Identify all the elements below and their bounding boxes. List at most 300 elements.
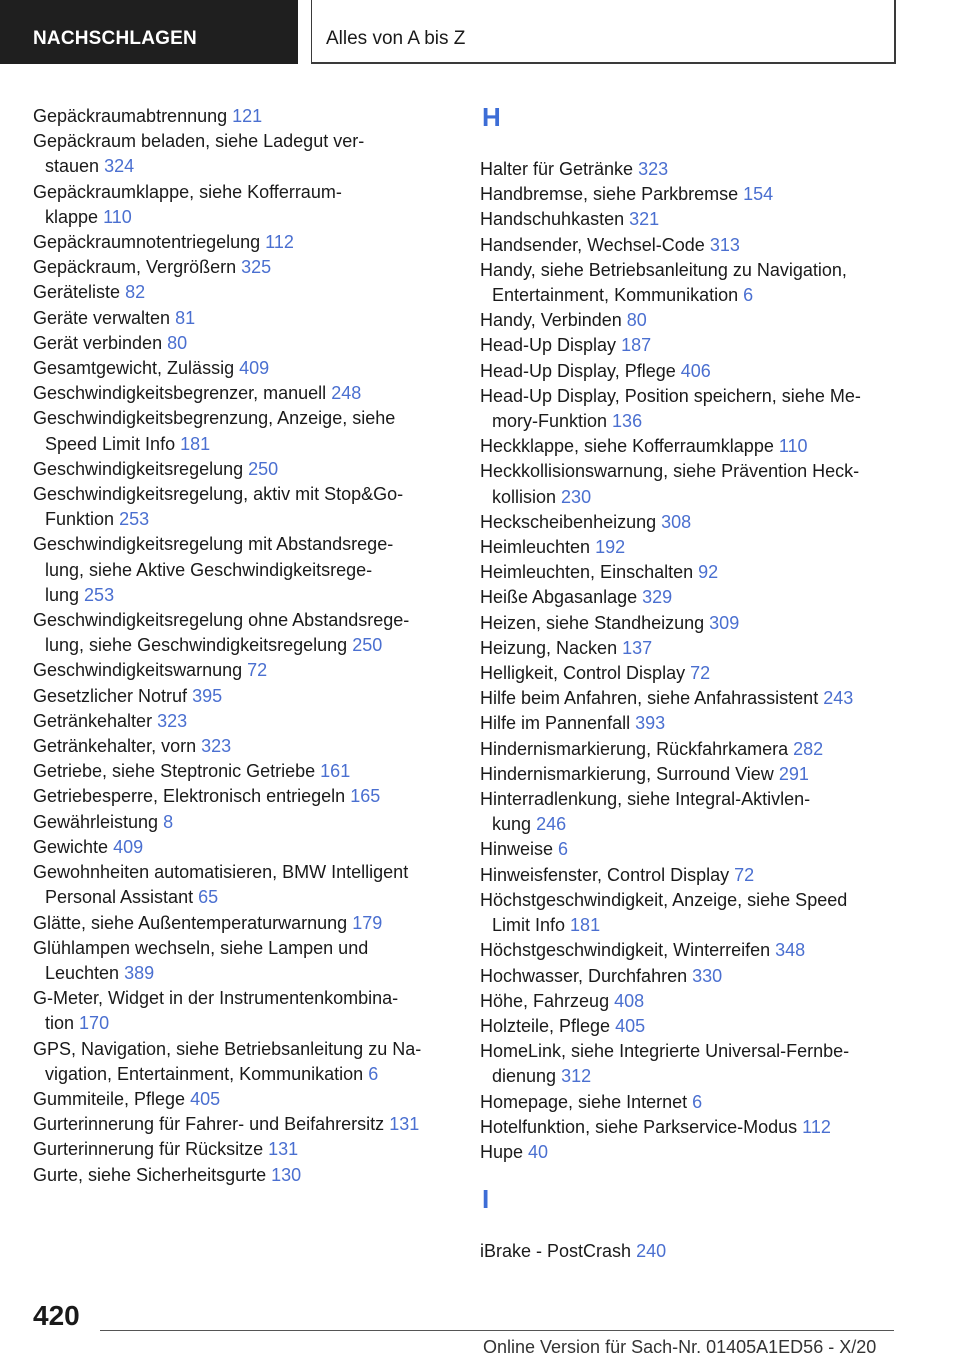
page-reference-link[interactable]: 408 — [614, 990, 645, 1011]
index-entry-text: Heimleuchten — [480, 537, 591, 558]
page-reference-link[interactable]: 309 — [709, 612, 740, 633]
index-entry-line — [33, 230, 448, 255]
index-entry-line — [480, 812, 900, 837]
index-entry-text: Geräte verwalten — [33, 307, 171, 328]
index-entry-text: Handschuhkasten — [480, 209, 625, 230]
page-reference-link[interactable]: 187 — [621, 335, 652, 356]
index-entry-line — [33, 936, 448, 961]
index-entry-text: vigation, Entertainment, Kommunikation — [45, 1063, 364, 1084]
page-reference-link[interactable]: 80 — [626, 310, 647, 331]
index-entry-line — [480, 964, 900, 989]
index-entry-line — [33, 255, 448, 280]
page-reference-link[interactable]: 130 — [271, 1164, 302, 1185]
index-entry-line — [480, 1090, 900, 1115]
index-entry-line — [480, 1014, 900, 1039]
index-entry-line — [480, 787, 900, 812]
index-entry-line — [480, 233, 900, 258]
index-entry-line — [480, 409, 900, 434]
index-entry-text: kollision — [492, 486, 557, 507]
index-entry-line — [33, 1112, 448, 1137]
page-reference-link[interactable]: 6 — [558, 839, 569, 860]
index-entry-line — [33, 911, 448, 936]
page-reference-link[interactable]: 389 — [124, 962, 155, 983]
index-entry-line — [480, 989, 900, 1014]
footer-online-version: Online Version für Sach-Nr. 01405A1ED56 - X/20 — [483, 1337, 877, 1357]
page-reference-link[interactable]: 72 — [734, 864, 755, 885]
index-entry — [33, 230, 448, 255]
index-entry — [480, 1039, 900, 1089]
page-reference-link[interactable]: 6 — [368, 1063, 379, 1084]
page-reference-link[interactable]: 136 — [612, 411, 643, 432]
index-entry-line — [33, 608, 448, 633]
index-entry — [480, 1140, 900, 1165]
index-entry-line — [480, 384, 900, 409]
page-reference-link[interactable]: 230 — [561, 486, 592, 507]
index-entry — [33, 1087, 448, 1112]
index-entry-line — [480, 1064, 900, 1089]
index-entry-text: Head-Up Display, Pflege — [480, 360, 676, 381]
index-entry-text: Hinterradlenkung, siehe Integral-Aktivlen- — [480, 789, 811, 810]
index-entry — [33, 709, 448, 734]
index-entry-text: Handy, siehe Betriebsanleitung zu Navigation, — [480, 259, 847, 280]
page-reference-link[interactable]: 250 — [248, 458, 279, 479]
index-entry — [33, 331, 448, 356]
index-entry-text: Geschwindigkeitsregelung, aktiv mit Stop&Go- — [33, 484, 404, 505]
index-entry-text: Halter für Getränke — [480, 159, 634, 179]
index-entry-text: Heizen, siehe Standheizung — [480, 612, 705, 633]
index-entry-text: Geschwindigkeitsbegrenzung, Anzeige, siehe — [33, 408, 396, 429]
page-reference-link[interactable]: 348 — [775, 940, 806, 961]
index-entry-line — [33, 961, 448, 986]
index-entry — [480, 686, 900, 711]
index-entry — [480, 1115, 900, 1140]
index-entry — [33, 911, 448, 936]
index-entry — [480, 233, 900, 258]
index-entry — [33, 482, 448, 532]
index-entry-text: Personal Assistant — [45, 887, 194, 908]
index-entry — [33, 784, 448, 809]
index-entry-text: Entertainment, Kommunikation — [492, 285, 739, 306]
index-entry-text: tion — [45, 1013, 75, 1034]
page-reference-link[interactable]: 405 — [190, 1088, 221, 1109]
page-reference-link[interactable]: 179 — [352, 912, 383, 933]
index-entry — [480, 359, 900, 384]
index-entry-line — [480, 938, 900, 963]
index-entry — [480, 636, 900, 661]
index-entry-line — [33, 205, 448, 230]
index-entry — [33, 835, 448, 860]
index-entry-line — [33, 1137, 448, 1162]
index-entry-line — [33, 1011, 448, 1036]
index-entry-line — [33, 1087, 448, 1112]
letter-heading-h: H — [482, 102, 501, 132]
page-reference-link[interactable]: 308 — [661, 511, 692, 532]
page-reference-link[interactable]: 40 — [528, 1141, 549, 1162]
index-entry-text: Gurterinnerung für Rücksitze — [33, 1139, 264, 1160]
section-label: NACHSCHLAGEN — [33, 28, 197, 49]
page-reference-link[interactable]: 313 — [709, 234, 740, 255]
index-entry-text: HomeLink, siehe Integrierte Universal-Fernbe- — [480, 1041, 850, 1062]
page-reference-link[interactable]: 6 — [692, 1091, 703, 1112]
page-reference-link[interactable]: 81 — [175, 307, 196, 328]
page-reference-link[interactable]: 409 — [113, 836, 144, 857]
index-entry-text: Geschwindigkeitswarnung — [33, 660, 243, 681]
index-entry — [33, 356, 448, 381]
index-entry-line — [480, 711, 900, 736]
index-entry-text: stauen — [45, 156, 100, 177]
index-entry-line — [480, 1115, 900, 1140]
index-entry-line — [33, 1163, 448, 1188]
index-entry-text: Holzteile, Pflege — [480, 1015, 611, 1036]
page-reference-link[interactable]: 8 — [163, 811, 174, 832]
index-entry-line — [480, 686, 900, 711]
index-entry — [480, 1090, 900, 1115]
page-reference-link[interactable]: 6 — [743, 285, 754, 306]
index-entry-line — [480, 485, 900, 510]
index-entry-line — [480, 837, 900, 862]
index-entry-line — [33, 432, 448, 457]
page-reference-link[interactable]: 253 — [84, 584, 115, 605]
index-entry-line — [33, 306, 448, 331]
index-entry-text: Funktion — [45, 509, 115, 530]
index-entry — [33, 406, 448, 456]
index-entry-line — [33, 885, 448, 910]
page-reference-link[interactable]: 250 — [352, 635, 383, 656]
page-reference-link[interactable]: 405 — [615, 1015, 646, 1036]
page-reference-link[interactable]: 181 — [180, 433, 211, 454]
page-reference-link[interactable]: 72 — [690, 663, 711, 684]
page-reference-link[interactable]: 165 — [350, 786, 381, 807]
index-entry-line — [480, 863, 900, 888]
index-entry-text: Höchstgeschwindigkeit, Winterreifen — [480, 940, 771, 961]
index-entry-text: Hochwasser, Durchfahren — [480, 965, 688, 986]
index-entry-text: Heiße Abgasanlage — [480, 587, 638, 608]
index-entry — [480, 661, 900, 686]
index-entry-text: kung — [492, 814, 532, 835]
page-reference-link[interactable]: 80 — [167, 332, 188, 353]
index-column-right — [480, 104, 900, 1264]
index-entry-line — [33, 835, 448, 860]
index-entry — [480, 863, 900, 888]
page-reference-link[interactable]: 92 — [698, 562, 719, 583]
index-entry — [33, 658, 448, 683]
index-entry-text: Hilfe beim Anfahren, siehe Anfahrassistent — [480, 688, 819, 709]
index-entry — [33, 734, 448, 759]
index-entry-line — [33, 406, 448, 431]
page-reference-link[interactable]: 65 — [198, 887, 219, 908]
page-reference-link[interactable]: 409 — [239, 358, 270, 379]
index-entry — [33, 381, 448, 406]
page-reference-link[interactable]: 291 — [778, 763, 809, 784]
index-entry-text: Höhe, Fahrzeug — [480, 990, 610, 1011]
index-entry-text: Geräteliste — [33, 282, 121, 303]
index-entry-line — [33, 180, 448, 205]
index-entry-line — [33, 482, 448, 507]
index-entry — [33, 1037, 448, 1087]
index-entry-text: Speed Limit Info — [45, 433, 176, 454]
index-entry-line — [480, 258, 900, 283]
index-entry — [480, 737, 900, 762]
index-entry-line — [480, 585, 900, 610]
index-entry-text: Limit Info — [492, 915, 566, 936]
page-reference-link[interactable]: 325 — [241, 257, 272, 278]
index-entry-text: Gewährleistung — [33, 811, 159, 832]
index-entry — [33, 255, 448, 280]
page-reference-link[interactable]: 330 — [692, 965, 723, 986]
footer-divider — [100, 1330, 894, 1331]
index-entry-line — [480, 1239, 900, 1264]
index-entry-line — [33, 154, 448, 179]
page-reference-link[interactable]: 321 — [629, 209, 660, 230]
page-reference-link[interactable]: 72 — [247, 660, 268, 681]
index-entry — [480, 510, 900, 535]
index-entry-text: Gesetzlicher Notruf — [33, 685, 188, 706]
index-entry — [480, 1239, 900, 1264]
index-entry-text: Hilfe im Pannenfall — [480, 713, 631, 734]
index-entry-line — [33, 507, 448, 532]
index-entry — [33, 986, 448, 1036]
index-entry — [33, 457, 448, 482]
index-entry — [33, 1112, 448, 1137]
index-entry-text: Helligkeit, Control Display — [480, 663, 686, 684]
index-entry — [480, 989, 900, 1014]
index-entry-text: Handbremse, siehe Parkbremse — [480, 184, 739, 205]
page-reference-link[interactable]: 312 — [561, 1066, 592, 1087]
index-entry-text: klappe — [45, 206, 99, 227]
page-reference-link[interactable]: 110 — [103, 206, 132, 227]
index-entry-text: iBrake - PostCrash — [480, 1241, 632, 1262]
chapter-title: Alles von A bis Z — [326, 28, 466, 49]
index-entry — [480, 258, 900, 308]
index-entry — [480, 157, 900, 182]
index-entry-text: Homepage, siehe Internet — [480, 1091, 688, 1112]
index-entry-line — [480, 308, 900, 333]
page-reference-link[interactable]: 121 — [232, 106, 263, 126]
index-entry-line — [480, 661, 900, 686]
page-reference-link[interactable]: 82 — [125, 282, 146, 303]
index-entry-line — [480, 207, 900, 232]
index-entry-line — [33, 381, 448, 406]
index-entry-line — [480, 283, 900, 308]
index-entry — [33, 180, 448, 230]
index-list-i — [480, 1239, 900, 1264]
page-reference-link[interactable]: 329 — [642, 587, 673, 608]
index-entry-text: Geschwindigkeitsregelung ohne Abstandsrege- — [33, 610, 410, 631]
page-reference-link[interactable]: 112 — [265, 232, 294, 253]
index-entry-text: Gewichte — [33, 836, 109, 857]
index-entry-line — [33, 104, 448, 129]
index-entry-text: Hupe — [480, 1141, 524, 1162]
index-entry-text: Head-Up Display, Position speichern, siehe Me- — [480, 385, 861, 406]
index-entry-text: Heimleuchten, Einschalten — [480, 562, 694, 583]
page-reference-link[interactable]: 110 — [778, 436, 808, 457]
page-reference-link[interactable]: 192 — [595, 537, 626, 558]
page-number: 420 — [33, 1300, 80, 1331]
index-entry — [480, 888, 900, 938]
chapter-tab — [311, 0, 896, 64]
index-entry — [480, 711, 900, 736]
index-entry-text: Getränkehalter, vorn — [33, 736, 197, 757]
index-entry — [33, 684, 448, 709]
index-entry-line — [480, 182, 900, 207]
index-entry — [480, 585, 900, 610]
page-reference-link[interactable]: 170 — [79, 1013, 110, 1034]
index-entry-line — [33, 860, 448, 885]
page-reference-link[interactable]: 137 — [622, 637, 653, 658]
index-entry-line — [480, 1140, 900, 1165]
index-entry — [480, 964, 900, 989]
index-entry-text: Gurte, siehe Sicherheitsgurte — [33, 1164, 267, 1185]
index-entry — [480, 762, 900, 787]
index-entry-text: Hindernismarkierung, Rückfahrkamera — [480, 738, 789, 759]
index-entry — [480, 1014, 900, 1039]
page-reference-link[interactable]: 131 — [389, 1114, 420, 1135]
index-entry-line — [33, 583, 448, 608]
letter-heading-i: I — [482, 1184, 490, 1215]
index-entry — [480, 207, 900, 232]
index-entry-text: Heizung, Nacken — [480, 637, 618, 658]
page-reference-link[interactable]: 240 — [636, 1241, 667, 1262]
index-entry-text: Gepäckraum, Vergrößern — [33, 257, 237, 278]
index-entry-text: Gewohnheiten automatisieren, BMW Intelligent — [33, 862, 409, 883]
index-entry — [480, 611, 900, 636]
section-tab — [0, 0, 298, 64]
index-entry-line — [480, 359, 900, 384]
index-entry-line — [480, 913, 900, 938]
index-entry — [33, 936, 448, 986]
page-reference-link[interactable]: 131 — [268, 1139, 299, 1160]
index-entry-line — [480, 888, 900, 913]
index-entry — [33, 104, 448, 129]
index-entry — [33, 860, 448, 910]
index-entry — [33, 306, 448, 331]
index-entry-line — [33, 709, 448, 734]
index-entry-text: Hindernismarkierung, Surround View — [480, 763, 774, 784]
index-entry-text: G-Meter, Widget in der Instrumentenkombina- — [33, 988, 399, 1009]
index-entry-line — [33, 734, 448, 759]
index-entry-line — [33, 658, 448, 683]
index-entry-text: Geschwindigkeitsbegrenzer, manuell — [33, 383, 327, 404]
index-entry-line — [33, 986, 448, 1011]
index-entry-line — [33, 784, 448, 809]
index-entry — [480, 384, 900, 434]
index-entry-line — [33, 129, 448, 154]
index-entry-line — [33, 1037, 448, 1062]
index-entry-text: Handy, Verbinden — [480, 310, 622, 331]
index-entry-text: Gummiteile, Pflege — [33, 1088, 186, 1109]
page-reference-link[interactable]: 393 — [635, 713, 666, 734]
index-entry — [33, 129, 448, 179]
page-reference-link[interactable]: 323 — [638, 159, 669, 179]
index-entry-line — [33, 280, 448, 305]
index-entry — [480, 333, 900, 358]
index-entry-text: lung — [45, 584, 80, 605]
page-reference-link[interactable]: 323 — [157, 710, 188, 731]
index-entry-text: Heckscheibenheizung — [480, 511, 657, 532]
page-reference-link[interactable]: 248 — [331, 383, 362, 404]
index-entry-text: Leuchten — [45, 962, 120, 983]
index-entry — [33, 759, 448, 784]
index-entry-line — [33, 1062, 448, 1087]
index-entry — [33, 280, 448, 305]
page-reference-link[interactable]: 154 — [743, 184, 774, 205]
index-entry — [480, 182, 900, 207]
index-entry-text: Getränkehalter — [33, 710, 153, 731]
index-entry-line — [480, 434, 900, 459]
index-entry-line — [480, 1039, 900, 1064]
page-reference-link[interactable]: 246 — [536, 814, 567, 835]
index-entry-line — [480, 560, 900, 585]
page-reference-link[interactable]: 323 — [201, 736, 232, 757]
index-entry — [480, 535, 900, 560]
index-entry — [33, 1137, 448, 1162]
page-reference-link[interactable]: 406 — [680, 360, 711, 381]
index-entry-text: Höchstgeschwindigkeit, Anzeige, siehe Speed — [480, 889, 848, 910]
index-entry-line — [33, 532, 448, 557]
index-entry-line — [33, 759, 448, 784]
index-entry-text: Glühlampen wechseln, siehe Lampen und — [33, 937, 369, 958]
index-entry-line — [33, 356, 448, 381]
index-entry-text: Gepäckraumnotentriegelung — [33, 232, 261, 253]
index-entry-line — [480, 333, 900, 358]
index-entry — [33, 1163, 448, 1188]
index-entry-line — [480, 611, 900, 636]
index-entry-line — [33, 684, 448, 709]
index-entry-text: Handsender, Wechsel-Code — [480, 234, 705, 255]
page-reference-link[interactable]: 282 — [793, 738, 824, 759]
index-entry — [480, 938, 900, 963]
index-entry — [33, 608, 448, 658]
index-entry — [480, 560, 900, 585]
index-entry-text: Geschwindigkeitsregelung mit Abstandsrege- — [33, 534, 394, 555]
index-list-h — [480, 157, 900, 1165]
index-entry-text: Hinweise — [480, 839, 554, 860]
index-entry-line — [33, 331, 448, 356]
index-entry — [480, 837, 900, 862]
index-entry-line — [480, 459, 900, 484]
index-entry-line — [480, 535, 900, 560]
page-reference-link[interactable]: 181 — [570, 915, 601, 936]
index-entry — [480, 459, 900, 509]
page-reference-link[interactable]: 243 — [823, 688, 854, 709]
index-entry-line — [33, 810, 448, 835]
page-reference-link[interactable]: 324 — [104, 156, 135, 177]
page-reference-link[interactable]: 161 — [320, 761, 351, 782]
index-entry-line — [33, 558, 448, 583]
index-entry-text: lung, siehe Aktive Geschwindigkeitsrege- — [45, 559, 373, 580]
index-entry-text: Gepäckraumklappe, siehe Kofferraum- — [33, 181, 342, 202]
index-entry-text: Gerät verbinden — [33, 332, 163, 353]
index-entry-text: mory-Funktion — [492, 411, 608, 432]
index-entry-line — [480, 737, 900, 762]
index-entry-text: Getriebesperre, Elektronisch entriegeln — [33, 786, 346, 807]
index-entry — [480, 787, 900, 837]
index-entry-text: Heckkollisionswarnung, siehe Prävention Heck- — [480, 461, 860, 482]
index-entry-text: Heckklappe, siehe Kofferraumklappe — [480, 436, 774, 457]
index-entry-text: Head-Up Display — [480, 335, 617, 356]
page-reference-link[interactable]: 112 — [802, 1116, 831, 1137]
index-entry-text: Geschwindigkeitsregelung — [33, 458, 244, 479]
index-entry-line — [480, 157, 900, 182]
index-entry-text: Getriebe, siehe Steptronic Getriebe — [33, 761, 316, 782]
index-entry — [33, 810, 448, 835]
page-reference-link[interactable]: 395 — [192, 685, 223, 706]
index-entry — [480, 308, 900, 333]
index-entry-text: lung, siehe Geschwindigkeitsregelung — [45, 635, 348, 656]
index-entry-text: GPS, Navigation, siehe Betriebsanleitung zu Na- — [33, 1038, 422, 1059]
page-reference-link[interactable]: 253 — [119, 509, 150, 530]
index-entry-line — [33, 457, 448, 482]
